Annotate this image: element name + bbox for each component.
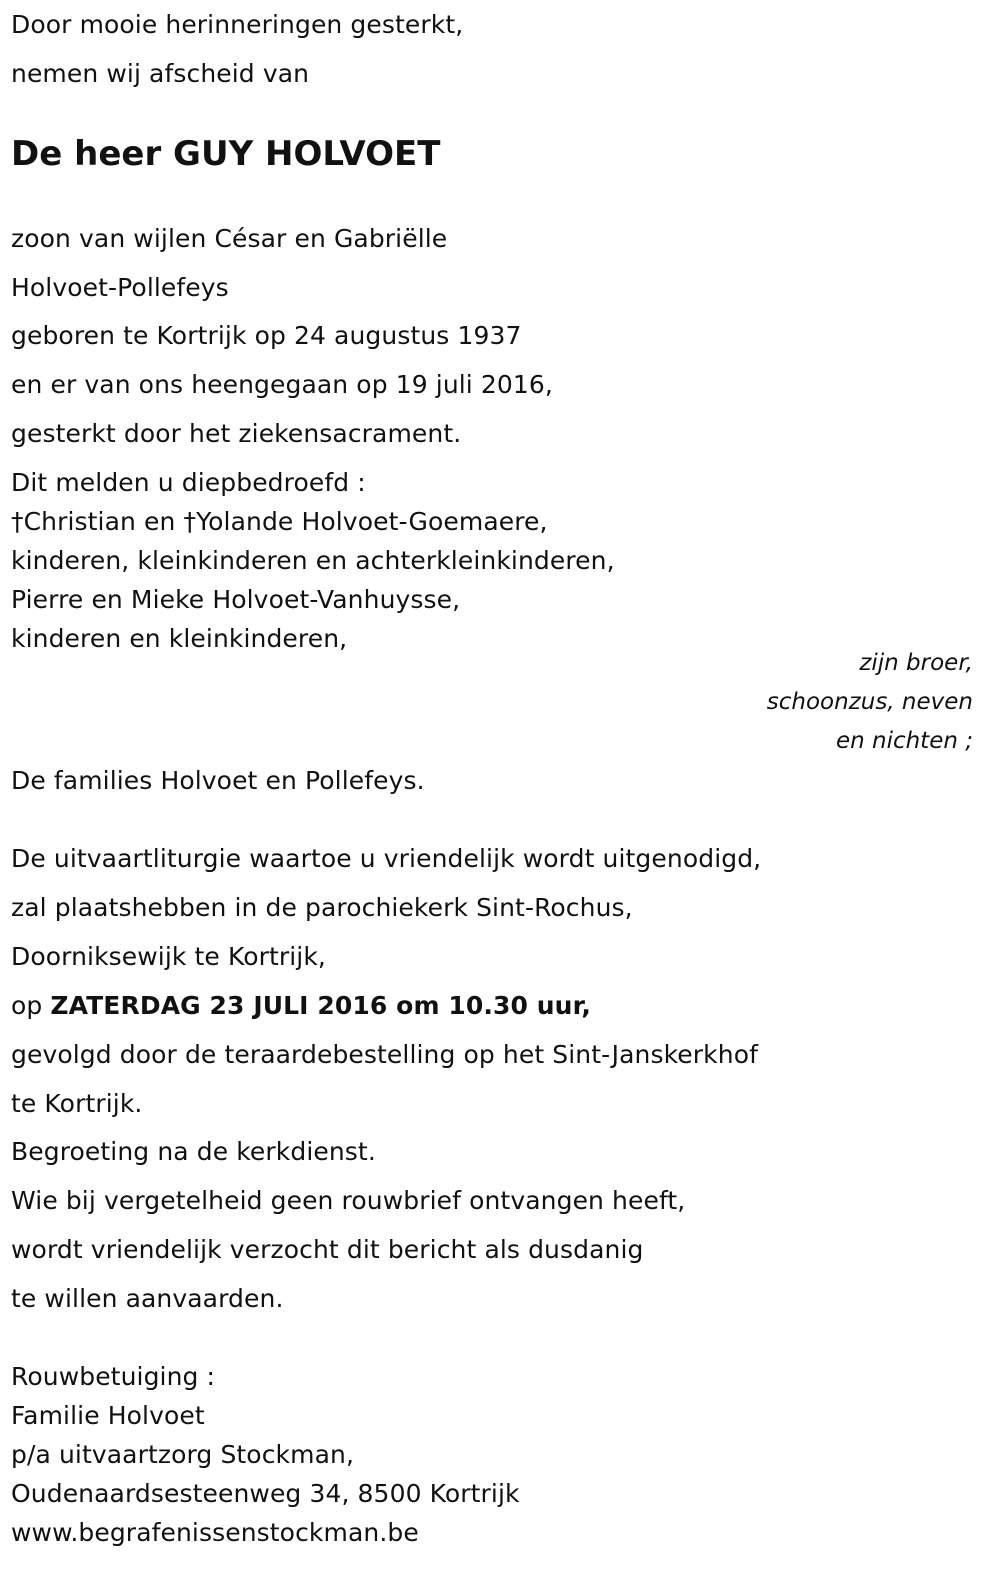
- website-link[interactable]: www.begrafenissenstockman.be: [11, 1518, 419, 1547]
- funeral-line-9: wordt vriendelijk verzocht dit bericht als dusdanig: [11, 1235, 644, 1264]
- cross-icon: †: [11, 507, 24, 536]
- funeral-line-8: Wie bij vergetelheid geen rouwbrief ontvangen heeft,: [11, 1186, 686, 1215]
- funeral-date-line: [11, 990, 591, 1022]
- birth-line: geboren te Kortrijk op 24 augustus 1937: [11, 321, 522, 350]
- funeral-date: ZATERDAG 23 JULI 2016 om 10.30 uur,: [50, 991, 591, 1020]
- funeral-line-10: te willen aanvaarden.: [11, 1284, 284, 1313]
- date-prefix: op: [11, 991, 51, 1020]
- mourner-name-a: Christian en: [23, 507, 184, 536]
- contact-line-1: Familie Holvoet: [11, 1401, 205, 1430]
- cross-icon: †: [183, 507, 197, 536]
- funeral-line-1: De uitvaartliturgie waartoe u vriendelijk wordt uitgenodigd,: [11, 844, 762, 873]
- contact-line-2: p/a uitvaartzorg Stockman,: [11, 1440, 354, 1469]
- deceased-name: De heer GUY HOLVOET: [11, 134, 441, 174]
- funeral-line-3: Doorniksewijk te Kortrijk,: [11, 942, 326, 971]
- relation-line-2: schoonzus, neven: [766, 689, 973, 715]
- mourners-intro: Dit melden u diepbedroefd :: [11, 468, 366, 497]
- relation-line-3: en nichten ;: [835, 728, 973, 754]
- sacrament-line: gesterkt door het ziekensacrament.: [11, 419, 462, 448]
- funeral-line-7: Begroeting na de kerkdienst.: [11, 1137, 376, 1166]
- intro-line-1: Door mooie herinneringen gesterkt,: [11, 10, 464, 39]
- mourner-name-b: Yolande Holvoet-Goemaere,: [196, 507, 548, 536]
- mourners-line-4: kinderen en kleinkinderen,: [11, 624, 348, 653]
- families-line: De families Holvoet en Pollefeys.: [11, 766, 425, 795]
- relation-line-1: zijn broer,: [859, 650, 973, 676]
- death-line: en er van ons heengegaan op 19 juli 2016,: [11, 370, 553, 399]
- mourners-line-2: kinderen, kleinkinderen en achterkleinkinderen,: [11, 546, 615, 575]
- funeral-line-5: gevolgd door de teraardebestelling op het Sint-Janskerkhof: [11, 1040, 758, 1069]
- contact-heading: Rouwbetuiging :: [11, 1362, 216, 1391]
- intro-line-2: nemen wij afscheid van: [11, 59, 310, 88]
- funeral-line-6: te Kortrijk.: [11, 1089, 143, 1118]
- parents-line-2: Holvoet-Pollefeys: [11, 273, 229, 302]
- contact-address: Oudenaardsesteenweg 34, 8500 Kortrijk: [11, 1479, 520, 1508]
- mourners-line-1: [11, 506, 548, 538]
- funeral-line-2: zal plaatshebben in de parochiekerk Sint-Rochus,: [11, 893, 633, 922]
- mourners-line-3: Pierre en Mieke Holvoet-Vanhuysse,: [11, 585, 461, 614]
- parents-line-1: zoon van wijlen César en Gabriëlle: [11, 224, 448, 253]
